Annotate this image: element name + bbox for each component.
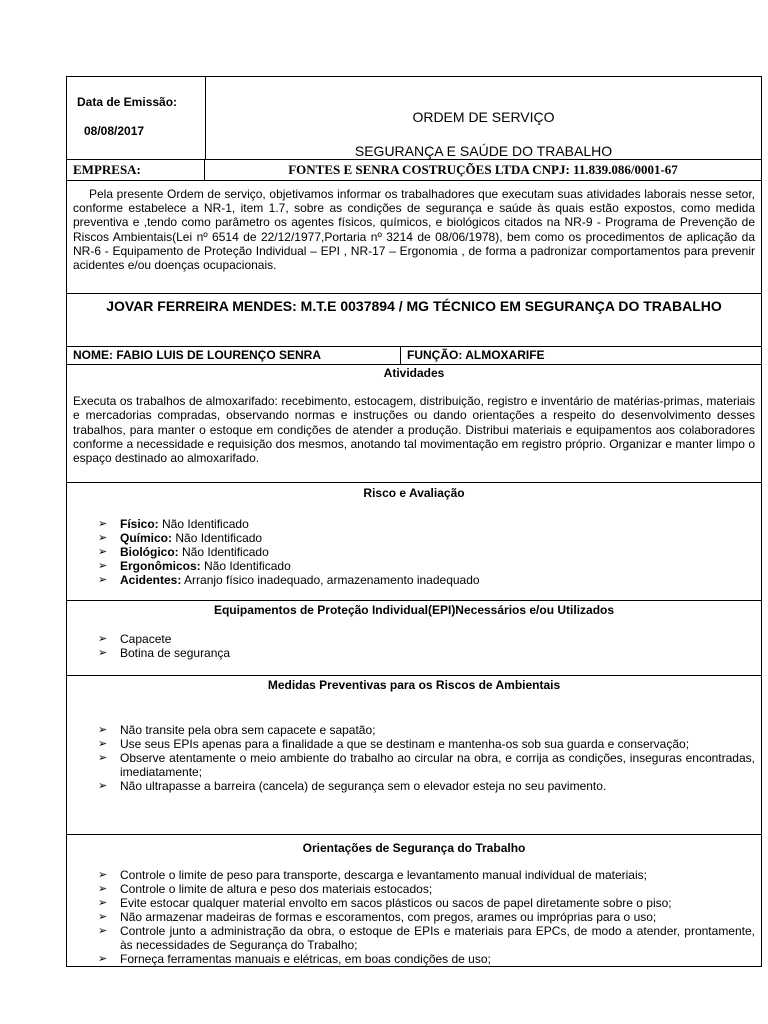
list-item: [67, 517, 755, 531]
company-value: FONTES E SENRA COSTRUÇÕES LTDA CNPJ: 11.839.086/0001-67: [288, 162, 678, 177]
service-order-document: [66, 76, 762, 967]
document-subtitle: SEGURANÇA E SAÚDE DO TRABALHO: [354, 143, 613, 159]
list-item: ➢ Não armazenar madeiras de formas e escoramentos, com pregos, arames ou impróprias para o uso;: [67, 910, 755, 924]
epi-section: [67, 601, 761, 676]
preventive-title: Medidas Preventivas para os Riscos de Ambientais: [267, 678, 561, 692]
list-item: [67, 573, 755, 587]
orientations-title: Orientações de Segurança do Trabalho: [302, 841, 526, 855]
activities-text: Executa os trabalhos de almoxarifado: recebimento, estocagem, distribuição, registro e inventário de matérias-primas, materiais e mercadorias compradas, observando normas e instruções ou dando orientações a respeito do desenvolvimento desses trabalhos, para manter o estoque em condições de atender a produção. Distribui materiais e equipamentos aos colaboradores conforme a necessidade e requisição dos mesmos, anotando tal movimentação em registro próprio. Organizar e manter limpo o espaço destinado ao almoxarifado.: [73, 394, 755, 466]
risk-label: Acidentes:: [120, 573, 182, 587]
orientations-list: [67, 868, 761, 966]
emission-date: 08/08/2017: [84, 124, 145, 138]
list-item: [67, 559, 755, 573]
intro-section: [67, 181, 761, 294]
list-item: ➢ Botina de segurança: [67, 646, 755, 660]
list-item: [67, 545, 755, 559]
risk-label: Biológico:: [120, 545, 179, 559]
technician-text: JOVAR FERREIRA MENDES: M.T.E 0037894 / MG TÉCNICO EM SEGURANÇA DO TRABALHO: [106, 298, 722, 314]
list-item: ➢ Controle junto a administração da obra, o estoque de EPIs e materiais para EPCs, de modo a atender, prontamente, às necessidades de Segurança do Trabalho;: [67, 924, 755, 952]
risk-value: Não Identificado: [175, 531, 263, 545]
preventive-section: [67, 676, 761, 835]
orientations-section: [67, 835, 761, 966]
activities-section: [67, 365, 761, 483]
list-item: ➢ Controle o limite de peso para transporte, descarga e levantamento manual individual de materiais;: [67, 868, 755, 882]
employee-role: FUNÇÃO: ALMOXARIFE: [407, 348, 545, 362]
header: [67, 77, 761, 160]
risk-value: Não Identificado: [162, 517, 249, 531]
list-item: ➢ Não ultrapasse a barreira (cancela) de segurança sem o elevador esteja no seu pavimento.: [67, 779, 755, 793]
document-title: ORDEM DE SERVIÇO: [412, 109, 555, 125]
risk-value: Não Identificado: [204, 559, 291, 573]
company-row: [67, 160, 761, 181]
emission-label: Data de Emissão:: [77, 95, 178, 109]
risk-label: Ergonômicos:: [120, 559, 201, 573]
risks-title: Risco e Avaliação: [363, 486, 465, 500]
risk-value: Não Identificado: [182, 545, 269, 559]
list-item: ➢ Controle o limite de altura e peso dos materiais estocados;: [67, 882, 755, 896]
risks-list: [67, 517, 761, 587]
risk-label: Químico:: [120, 531, 173, 545]
epi-title: Equipamentos de Proteção Individual(EPI)Necessários e/ou Utilizados: [213, 603, 615, 617]
epi-list: [67, 632, 761, 660]
list-item: ➢ Use seus EPIs apenas para a finalidade a que se destinam e mantenha-os sob sua guarda e conservação;: [67, 737, 755, 751]
list-item: [67, 531, 755, 545]
list-item: ➢ Capacete: [67, 632, 755, 646]
list-item: ➢ Não transite pela obra sem capacete e sapatão;: [67, 723, 755, 737]
list-item: ➢ Evite estocar qualquer material envolto em sacos plásticos ou sacos de papel diretamente sobre o piso;: [67, 896, 755, 910]
technician-row: [67, 294, 761, 347]
emission-cell: [67, 77, 206, 159]
company-label: EMPRESA:: [67, 160, 205, 180]
employee-row: [67, 347, 761, 365]
activities-title: Atividades: [383, 366, 445, 380]
risks-section: [67, 483, 761, 601]
list-item: ➢ Observe atentamente o meio ambiente do trabalho ao circular na obra, e corrija as condições, inseguras encontradas, imediatamente;: [67, 751, 755, 779]
preventive-list: [67, 723, 761, 793]
employee-name: NOME: FABIO LUIS DE LOURENÇO SENRA: [67, 347, 401, 364]
risk-value: Arranjo físico inadequado, armazenamento inadequado: [184, 573, 480, 587]
title-cell: [206, 77, 761, 159]
list-item: ➢ Forneça ferramentas manuais e elétricas, em boas condições de uso;: [67, 952, 755, 966]
risk-label: Físico:: [120, 517, 159, 531]
intro-text: Pela presente Ordem de serviço, objetivamos informar os trabalhadores que executam suas atividades laborais nesse setor, conforme estabelece a NR-1, item 1.7, sobre as condições de segurança e saúde às quais estão expostos, como medida preventiva e ,tendo como parâmetro os agentes físicos, químicos, e biológicos citados na NR-9 - Programa de Prevenção de Riscos Ambientais(Lei nº 6514 de 22/12/1977,Portaria nº 3214 de 08/06/1978), bem como os procedimentos de aplicação da NR-6 - Equipamento de Proteção Individual – EPI , NR-17 – Ergonomia , de forma a padronizar comportamentos para prevenir acidentes e/ou doenças ocupacionais.: [73, 187, 755, 273]
